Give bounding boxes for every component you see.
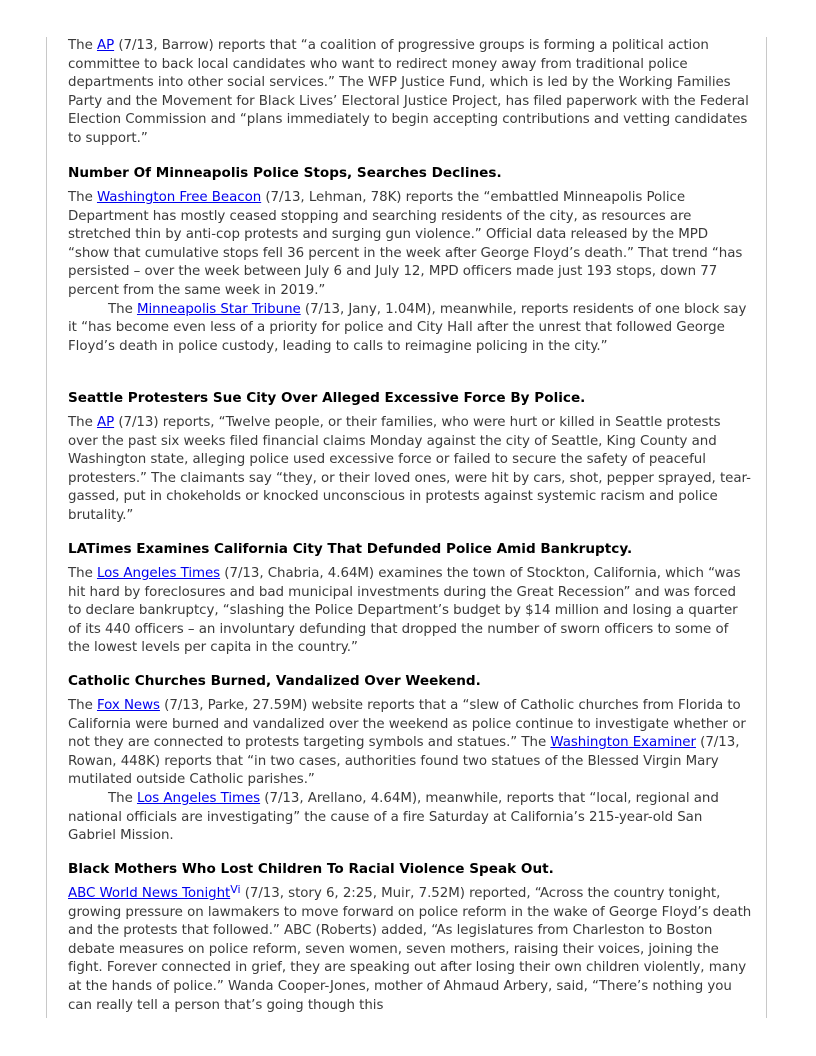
source-link-ap[interactable]: AP bbox=[96, 415, 115, 430]
text: The bbox=[108, 790, 137, 806]
text: (7/13) reports, “Twelve people, or their families, who were hurt or killed in Seattle protests over the past six weeks filed financial claims Monday against the city of Seattle, King County and Washington state, alleging police used excessive force or failed to secure the safety of peaceful protesters.” The claimants say “they, or their loved ones, were hit by cars, shot, pepper sprayed, tear-gassed, put in chokeholds or knocked unconscious in protests against systemic racism and police brutality.” bbox=[68, 415, 751, 523]
article-catholic-churches bbox=[68, 672, 752, 846]
article-heading: Seattle Protesters Sue City Over Alleged Excessive Force By Police. bbox=[68, 390, 586, 406]
article-paragraph bbox=[68, 565, 752, 658]
source-link-washington-free-beacon[interactable]: Washington Free Beacon bbox=[96, 190, 262, 205]
source-link-washington-examiner[interactable]: Washington Examiner bbox=[550, 735, 696, 751]
text: (7/13, Arellano, 4.64M), meanwhile, reports that “local, regional and national officials are investigating” the cause of a fire Saturday at California’s 215-year-old San Gabriel Mission. bbox=[68, 790, 719, 844]
source-link-ap[interactable]: AP bbox=[96, 38, 115, 53]
article-heading: Black Mothers Who Lost Children To Racial Violence Speak Out. bbox=[68, 861, 554, 877]
article-heading: Catholic Churches Burned, Vandalized Over Weekend. bbox=[68, 673, 481, 689]
article-paragraph bbox=[68, 37, 752, 149]
text: (7/13, Chabria, 4.64M) examines the town of Stockton, California, which “was hit hard by foreclosures and bad municipal investments during the Great Recession” and was forced to declare bankruptcy, “slashing the Police Department’s budget by $14 million and losing a quarter of its 440 officers – an involuntary defunding that dropped the number of sworn officers to some of the lowest levels per capita in the country.” bbox=[68, 566, 741, 656]
article-seattle-protesters bbox=[68, 389, 752, 526]
source-link-los-angeles-times[interactable]: Los Angeles Times bbox=[136, 790, 261, 806]
article-paragraph bbox=[68, 414, 752, 526]
article-paragraph bbox=[68, 301, 752, 357]
text: (7/13, Jany, 1.04M), meanwhile, reports residents of one block say it “has become even less of a priority for police and City Hall after the unrest that followed George Floyd’s death in police custody, leading to calls to reimagine policing in the city.” bbox=[68, 301, 747, 354]
article-latimes-stockton bbox=[68, 540, 752, 658]
source-link-los-angeles-times[interactable]: Los Angeles Times bbox=[96, 566, 221, 581]
text: The bbox=[68, 38, 97, 53]
text: (7/13, story 6, 2:25, Muir, 7.52M) reported, “Across the country tonight, growing pressure on lawmakers to move forward on police reform in the wake of George Floyd’s death and the protests that followed.” ABC (Roberts) added, “As legislatures from Charleston to Boston debate measures on police reform, seven women, seven mothers, raising their voices, joining the fight. Forever connected in grief, they are speaking out after losing their own children violently, many at the hands of police.” Wanda Cooper-Jones, mother of Ahmaud Arbery, said, “There’s nothing you can really tell a person that’s going though this bbox=[68, 886, 752, 1013]
text: (7/13, Lehman, 78K) reports the “embattled Minneapolis Police Department has mostly ceased stopping and searching residents of the city, as resources are stretched thin by anti-cop protests and surging gun violence.” Official data released by the MPD “show that cumulative stops fell 36 percent in the week after George Floyd’s death.” That trend “has persisted – over the week between July 6 and July 12, MPD officers made just 193 stops, down 77 percent from the same week in 2019.” bbox=[68, 190, 743, 298]
text: The bbox=[108, 301, 137, 317]
text: (7/13, Rowan, 448K) reports that “in two cases, authorities found two statues of the Blessed Virgin Mary mutilated outside Catholic parishes.” bbox=[68, 735, 740, 788]
article-black-mothers bbox=[68, 860, 752, 1015]
article-paragraph bbox=[68, 189, 752, 301]
article-ap-wfp-justice-fund bbox=[68, 37, 752, 149]
article-paragraph bbox=[68, 697, 752, 790]
source-link-fox-news[interactable]: Fox News bbox=[96, 698, 160, 713]
source-link-minneapolis-star-tribune[interactable]: Minneapolis Star Tribune bbox=[136, 301, 301, 317]
article-paragraph bbox=[68, 885, 752, 1015]
text: The bbox=[68, 190, 97, 205]
video-indicator-icon[interactable]: Vi bbox=[230, 883, 241, 896]
article-minneapolis-stops bbox=[68, 164, 752, 356]
text: The bbox=[68, 415, 97, 430]
text: (7/13, Parke, 27.59M) website reports that a “slew of Catholic churches from Florida to California were burned and vandalized over the weekend as police continue to investigate whether or not they are connected to protests targeting symbols and statues.” The bbox=[68, 698, 746, 751]
text: (7/13, Barrow) reports that “a coalition of progressive groups is forming a political action committee to back local candidates who want to redirect money away from traditional police departments into other social services.” The WFP Justice Fund, which is led by the Working Families Party and the Movement for Black Lives’ Electoral Justice Project, has filed paperwork with the Federal Election Commission and “plans immediately to begin accepting contributions and vetting candidates to support.” bbox=[68, 38, 749, 146]
source-link-abc-world-news-tonight[interactable]: ABC World News Tonight bbox=[68, 886, 231, 901]
text: The bbox=[68, 566, 97, 581]
article-heading: LATimes Examines California City That Defunded Police Amid Bankruptcy. bbox=[68, 541, 633, 557]
text: The bbox=[68, 698, 97, 713]
article-paragraph bbox=[68, 790, 752, 846]
article-heading: Number Of Minneapolis Police Stops, Searches Declines. bbox=[68, 165, 502, 181]
